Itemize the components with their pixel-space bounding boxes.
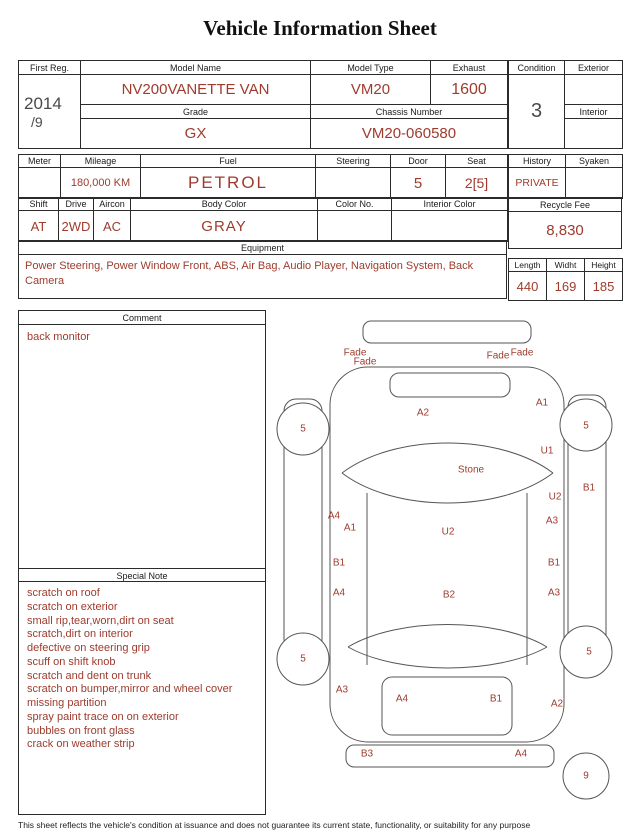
trunk-shape (382, 677, 512, 735)
shift-table (18, 197, 508, 242)
height-label: Height (585, 259, 623, 272)
damage-marker: U2 (548, 491, 562, 503)
damage-marker: B3 (360, 748, 374, 760)
note-item: scratch,dirt on interior (27, 628, 133, 641)
note-item: scratch on exterior (27, 600, 118, 613)
steering-label: Steering (316, 155, 391, 168)
damage-marker: A4 (327, 510, 341, 522)
grade-label: Grade (81, 105, 311, 119)
damage-marker: 9 (583, 770, 589, 782)
grade-value: GX (81, 119, 311, 149)
condition-value: 3 (509, 75, 565, 149)
damage-marker: 5 (300, 423, 306, 435)
model-type-label: Model Type (311, 61, 431, 75)
history-table (508, 154, 623, 199)
comment-text: back monitor (27, 331, 90, 343)
length-value: 440 (509, 272, 547, 301)
exhaust-label: Exhaust (431, 61, 508, 75)
fuel-label: Fuel (141, 155, 316, 168)
recycle-fee-table (508, 197, 622, 249)
model-name-value: NV200VANETTE VAN (81, 75, 311, 105)
damage-marker: A4 (514, 748, 528, 760)
shift-value: AT (19, 211, 59, 242)
chassis-value: VM20-060580 (311, 119, 508, 149)
drive-value: 2WD (59, 211, 94, 242)
damage-marker: A4 (332, 587, 346, 599)
width-value: 169 (547, 272, 585, 301)
seat-value: 2[5] (446, 168, 508, 199)
shift-label: Shift (19, 198, 59, 211)
note-item: crack on weather strip (27, 738, 135, 751)
damage-marker: A3 (335, 684, 349, 696)
damage-marker: Fade (486, 350, 510, 362)
first-reg-value (19, 75, 81, 149)
registration-table (18, 60, 508, 149)
front-bumper-shape (363, 321, 531, 343)
note-item: scratch on roof (27, 587, 100, 599)
equipment-value: Power Steering, Power Window Front, ABS, Air Bag, Audio Player, Navigation System, Back Camera (19, 255, 507, 299)
damage-marker: A3 (547, 587, 561, 599)
model-type-value: VM20 (311, 75, 431, 105)
damage-marker: Fade (353, 356, 377, 368)
aircon-value: AC (94, 211, 131, 242)
length-label: Length (509, 259, 547, 272)
condition-label: Condition (509, 61, 565, 75)
damage-marker: B1 (582, 482, 596, 494)
color-no-value (318, 211, 392, 242)
color-no-label: Color No. (318, 198, 392, 211)
exterior-value (565, 75, 623, 105)
damage-marker: 5 (583, 420, 589, 432)
recycle-fee-value: 8,830 (509, 212, 622, 249)
aircon-label: Aircon (94, 198, 131, 211)
comment-panel (18, 310, 266, 815)
equipment-label: Equipment (19, 241, 507, 255)
fuel-value: PETROL (141, 168, 316, 199)
mileage-label: Mileage (61, 155, 141, 168)
windshield-arc-bottom (342, 473, 553, 503)
meter-table (18, 154, 508, 199)
interior-color-label: Interior Color (392, 198, 508, 211)
meter-label: Meter (19, 155, 61, 168)
body-color-value: GRAY (131, 211, 318, 242)
damage-marker: U1 (540, 445, 554, 457)
note-item: small rip,tear,worn,dirt on seat (27, 614, 174, 627)
special-note-header: Special Note (19, 568, 265, 582)
damage-marker: A1 (535, 397, 549, 409)
damage-diagram (270, 315, 635, 810)
first-reg-year: 2014 (24, 93, 62, 113)
damage-marker: B2 (442, 589, 456, 601)
recycle-fee-label: Recycle Fee (509, 198, 622, 212)
height-value: 185 (585, 272, 623, 301)
width-label: Widht (547, 259, 585, 272)
door-label: Door (391, 155, 446, 168)
damage-marker: A1 (343, 522, 357, 534)
damage-marker: 5 (300, 653, 306, 665)
first-reg-label: First Reg. (19, 61, 81, 75)
chassis-label: Chassis Number (311, 105, 508, 119)
damage-marker: Stone (457, 464, 485, 476)
history-value: PRIVATE (509, 168, 566, 199)
rear-window-arc-top (348, 625, 547, 648)
history-label: History (509, 155, 566, 168)
damage-marker: Fade (343, 347, 367, 359)
note-item: scuff on shift knob (27, 655, 116, 668)
interior-value (565, 119, 623, 149)
condition-table (508, 60, 623, 149)
damage-marker: A4 (395, 693, 409, 705)
note-item: scratch and dent on trunk (27, 669, 152, 682)
syaken-label: Syaken (566, 155, 623, 168)
note-item: defective on steering grip (27, 642, 150, 654)
rear-window-arc-bottom (348, 647, 547, 668)
damage-marker: B1 (489, 693, 503, 705)
damage-marker: A2 (416, 407, 430, 419)
comment-header: Comment (19, 311, 265, 325)
body-outline (327, 367, 564, 742)
door-value: 5 (391, 168, 446, 199)
seat-label: Seat (446, 155, 508, 168)
damage-marker: A2 (550, 698, 564, 710)
equipment-table (18, 240, 507, 299)
meter-value (19, 168, 61, 199)
interior-color-value (392, 211, 508, 242)
first-reg-month: /9 (31, 113, 43, 130)
exhaust-value: 1600 (431, 75, 508, 105)
damage-marker: 5 (586, 646, 592, 658)
note-item: spray paint trace on on exterior (27, 710, 179, 723)
hood-panel-shape (390, 373, 510, 397)
body-color-label: Body Color (131, 198, 318, 211)
damage-marker: U2 (441, 526, 455, 538)
note-item: bubbles on front glass (27, 724, 135, 737)
interior-label: Interior (565, 105, 623, 119)
model-name-label: Model Name (81, 61, 311, 75)
damage-marker: B1 (547, 557, 561, 569)
car-diagram (270, 315, 635, 810)
mileage-value: 180,000 KM (61, 168, 141, 199)
windshield-arc-top (342, 443, 553, 473)
damage-marker: B1 (332, 557, 346, 569)
exterior-label: Exterior (565, 61, 623, 75)
damage-marker: Fade (510, 347, 534, 359)
page-title: Vehicle Information Sheet (203, 16, 437, 40)
drive-label: Drive (59, 198, 94, 211)
note-item: missing partition (27, 697, 107, 709)
disclaimer-text: This sheet reflects the vehicle's condition at issuance and does not guarantee its current state, functionality, or suitability for any purpose (18, 820, 531, 830)
special-note-list (19, 582, 265, 756)
damage-marker: A3 (545, 515, 559, 527)
dimensions-table (508, 258, 623, 301)
note-item: scratch on bumper,mirror and wheel cover (27, 683, 233, 696)
syaken-value (566, 168, 623, 199)
steering-value (316, 168, 391, 199)
